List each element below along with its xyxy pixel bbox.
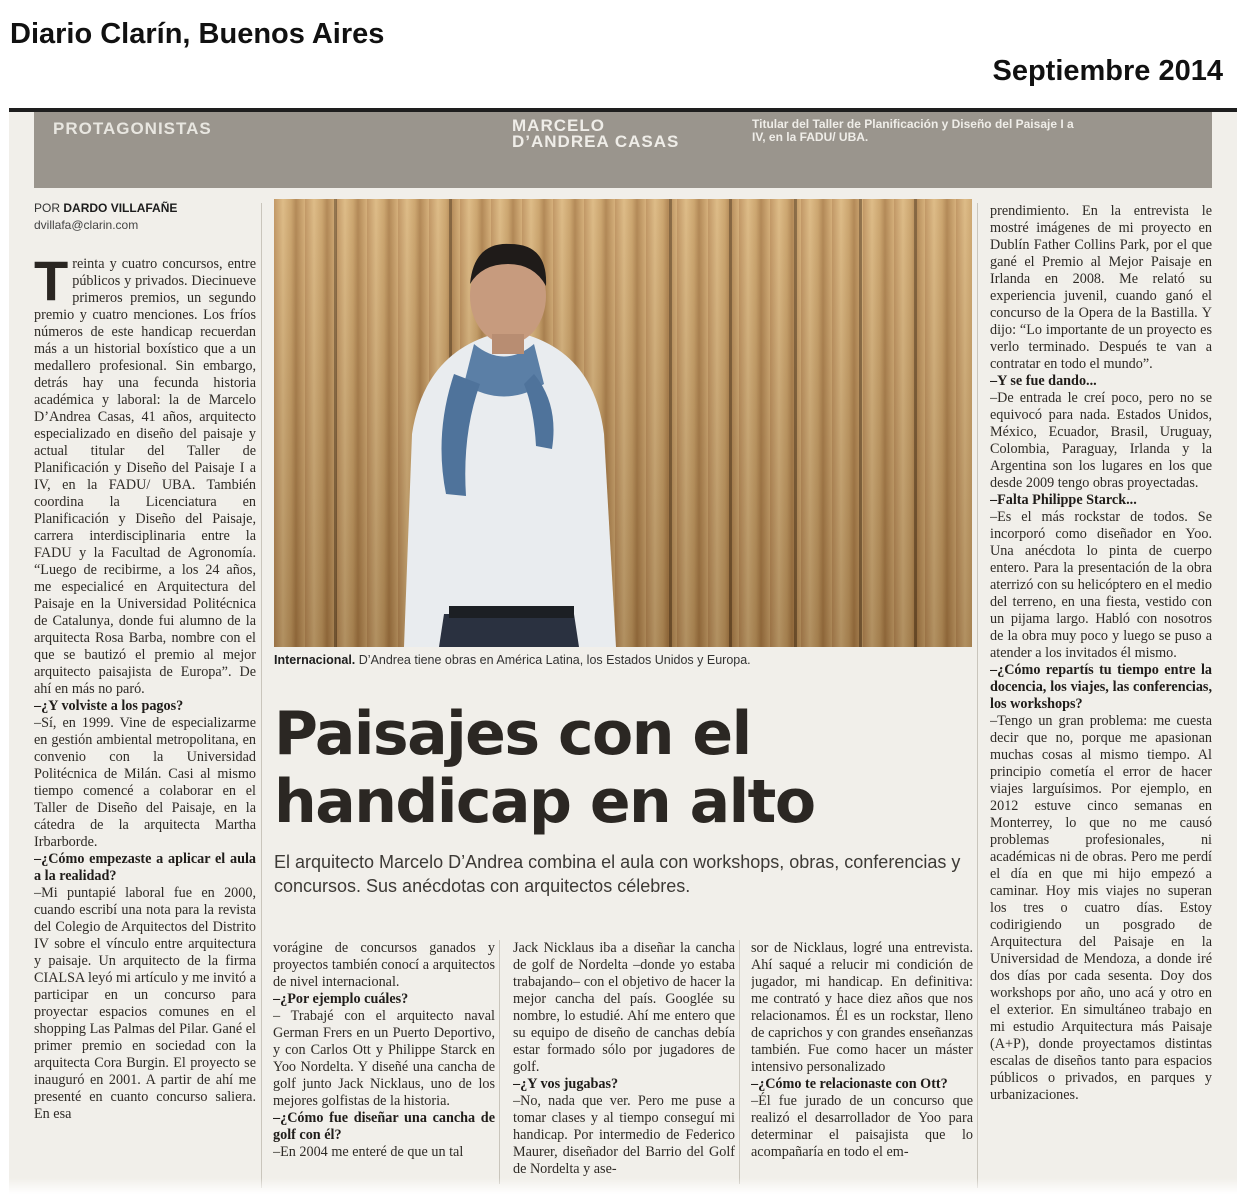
- article-paragraph: vorágine de concursos ganados y proyectos también conocí a arquitectos de nivel internacional.: [273, 940, 495, 990]
- interview-question: –¿Cómo repartís tu tiempo entre la docencia, los viajes, las conferencias, los workshops?: [990, 662, 1212, 712]
- column-rule: [977, 203, 978, 1188]
- headline-line-2: handicap en alto: [274, 767, 815, 837]
- interview-answer: –Él fue jurado de un concurso que realizó el desarrollador de Yoo para determinar el paisajista que lo acompañaría en todo el em-: [751, 1093, 973, 1160]
- byline: [34, 201, 177, 215]
- section-label: PROTAGONISTAS: [53, 119, 212, 138]
- man-portrait-illustration: [384, 234, 624, 647]
- interview-question: –¿Cómo fue diseñar una cancha de golf con él?: [273, 1110, 495, 1143]
- interview-answer: –Sí, en 1999. Vine de especializarme en gestión ambiental metropolitana, en convenio con la Universidad Politécnica de Milán. Casi al mismo tiempo comencé a colaborar en el Taller de Diseño del Paisaje, en la cátedra de la arquitecta Martha Irbarborde.: [34, 715, 256, 850]
- protagonist-name: MARCELO D’ANDREA CASAS: [512, 116, 680, 151]
- byline-prefix: POR: [34, 201, 61, 215]
- article-paragraph: [34, 256, 256, 698]
- caption-lead: Internacional.: [274, 653, 356, 667]
- article-column-5: [990, 203, 1212, 1188]
- header-band: [34, 112, 1212, 188]
- page-bottom-fade: [9, 1178, 1237, 1194]
- drop-cap: T: [34, 256, 69, 312]
- article-paragraph: prendimiento. En la entrevista le mostré imágenes de mi proyecto en Dublín Father Collins Park, por el que gané el Premio al Mejor Paisaje en Irlanda en 2008. Me relató su experiencia juvenil, cuando ganó el concurso de la Opera de la Bastilla. Y dijo: “Lo importante de un proyecto es verlo terminado. Después te van a contratar en todo el mundo”.: [990, 203, 1212, 372]
- article-paragraph: Jack Nicklaus iba a diseñar la cancha de golf de Nordelta –donde yo estaba trabajando– con el objetivo de hacer la mejor cancha del país. Googlée su nombre, lo estudié. Ahí me entero que su equipo de diseño de canchas debía estar formado sólo por jugadores de golf.: [513, 940, 735, 1075]
- newspaper-source: Diario Clarín, Buenos Aires: [10, 18, 385, 50]
- portrait-photo: [274, 199, 972, 647]
- intro-text: reinta y cuatro concursos, entre públicos y privados. Diecinueve primeros premios, un segundo premio y cuatro menciones. Los fríos números de este handicap recuerdan más a un historial boxístico que a un medallero profesional. Sin embargo, detrás hay una fecunda historia académica y laboral: la de Marcelo D’Andrea Casas, 41 años, arquitecto especializado en diseño del paisaje y actual titular del Taller de Planificación y Diseño del Paisaje I a IV, en la FADU/ UBA. También coordina la Licenciatura en Planificación y Diseño del Paisaje, carrera interdisciplinaria entre la FADU y la Facultad de Agronomía. “Luego de recibirme, a los 24 años, me especialicé en Arquitectura del Paisaje en la Universidad Politécnica de Catalunya, donde fui alumno de la arquitecta Rosa Barba, nombre con el que se bautizó el premio al mejor arquitecto paisajista de Europa”. De ahí en más no paró.: [34, 256, 256, 697]
- interview-answer: –Mi puntapié laboral fue en 2000, cuando escribí una nota para la revista del Colegio de Arquitectos del Distrito IV sobre el vínculo entre arquitectura y paisaje. Un arquitecto de la firma CIALSA leyó mi artículo y me invitó a participar en un concurso para proyectar espacios comunes en el shopping Las Palmas del Pilar. Gané el primer premio en sociedad con la arquitecta Cora Burgin. El proyecto se inauguró en 2001. A partir de ahí me presenté en cuanto concurso saliera. En esa: [34, 885, 256, 1122]
- column-rule: [739, 940, 740, 1184]
- article-headline: [274, 700, 974, 836]
- article-deck: El arquitecto Marcelo D’Andrea combina el aula con workshops, obras, conferencias y concursos. Sus anécdotas con arquitectos célebres.: [274, 852, 961, 896]
- column-rule: [499, 940, 500, 1184]
- interview-question: –¿Cómo te relacionaste con Ott?: [751, 1076, 948, 1092]
- headline-line-1: Paisajes con el: [274, 699, 751, 769]
- byline-author: DARDO VILLAFAÑE: [63, 201, 178, 215]
- newspaper-page: [9, 108, 1237, 1194]
- interview-question: –¿Por ejemplo cuáles?: [273, 991, 409, 1007]
- article-column-4: [751, 940, 973, 1184]
- author-email: dvillafa@clarin.com: [34, 218, 139, 232]
- interview-question: –Falta Philippe Starck...: [990, 492, 1137, 508]
- interview-question: –¿Cómo empezaste a aplicar el aula a la realidad?: [34, 851, 256, 884]
- caption-text: D’Andrea tiene obras en América Latina, los Estados Unidos y Europa.: [358, 653, 751, 667]
- protagonist-role: Titular del Taller de Planificación y Diseño del Paisaje I a IV, en la FADU/ UBA.: [752, 117, 1074, 144]
- article-paragraph: sor de Nicklaus, logré una entrevista. Ahí saqué a relucir mi condición de jugador, mi handicap. En definitiva: me contrató y hace diez años que nos relacionamos. Él es un rockstar, lleno de caprichos y con grandes enseñanzas también. Fue como hacer un máster intensivo personalizado: [751, 940, 973, 1075]
- article-column-1: [34, 256, 256, 1186]
- column-rule: [261, 203, 262, 1188]
- interview-answer: –Es el más rockstar de todos. Se incorporó como diseñador en Yoo. Una anécdota lo pinta de cuerpo entero. Para la presentación de la obra aterrizó con su helicóptero en el medio del terreno, en una fiesta, vestido con un pijama largo. Habló con nosotros de la obra muy poco y luego se puso a atender a los invitados él mismo.: [990, 509, 1212, 661]
- interview-answer: –Tengo un gran problema: me cuesta decir que no, porque me apasionan muchas cosas al mismo tiempo. Al principio cometía el error de hacer viajes larguísimos. Por ejemplo, en 2012 estuve cinco semanas en Monterrey, lo que no me causó problemas profesionales, ni académicas ni de obras. Pero me perdí el día en que mi hijo empezó a caminar. Hoy mis viajes no superan los tres o cuatro días. Estoy codirigiendo un posgrado de Arquitectura del Paisaje en la Universidad de Mendoza, a donde iré dos días por cada sesenta. Doy dos workshops por año, uno acá y otro en el exterior. En simultáneo trabajo en mi estudio Arquitectura más Paisaje (A+P), donde proyectamos distintas escalas de diseños tanto para espacios públicos o privados, en parques y urbanizaciones.: [990, 713, 1212, 1103]
- article-column-3: [513, 940, 735, 1184]
- interview-answer: –No, nada que ver. Pero me puse a tomar clases y al tiempo conseguí mi handicap. Por intermedio de Federico Maurer, diseñador del Barrio del Golf de Nordelta y ase-: [513, 1093, 735, 1177]
- interview-answer: –En 2004 me enteré de que un tal: [273, 1144, 464, 1160]
- interview-answer: –De entrada le creí poco, pero no se equivocó para nada. Estados Unidos, México, Ecuador, Brasil, Uruguay, Colombia, Paraguay, Irlanda y la Argentina son los lugares en los que desde 2009 tengo obras proyectadas.: [990, 390, 1212, 491]
- interview-question: –¿Y volviste a los pagos?: [34, 698, 184, 714]
- article-column-2: [273, 940, 495, 1184]
- interview-question: –¿Y vos jugabas?: [513, 1076, 619, 1092]
- photo-caption: [274, 653, 974, 667]
- interview-answer: – Trabajé con el arquitecto naval German Frers en un Puerto Deportivo, y con Carlos Ott y Philippe Starck en Yoo Nordelta. Y diseñé una cancha de golf junto Jack Nicklaus, uno de los mejores golfistas de la historia.: [273, 1008, 495, 1109]
- interview-question: –Y se fue dando...: [990, 373, 1097, 389]
- publication-date: Septiembre 2014: [992, 55, 1223, 87]
